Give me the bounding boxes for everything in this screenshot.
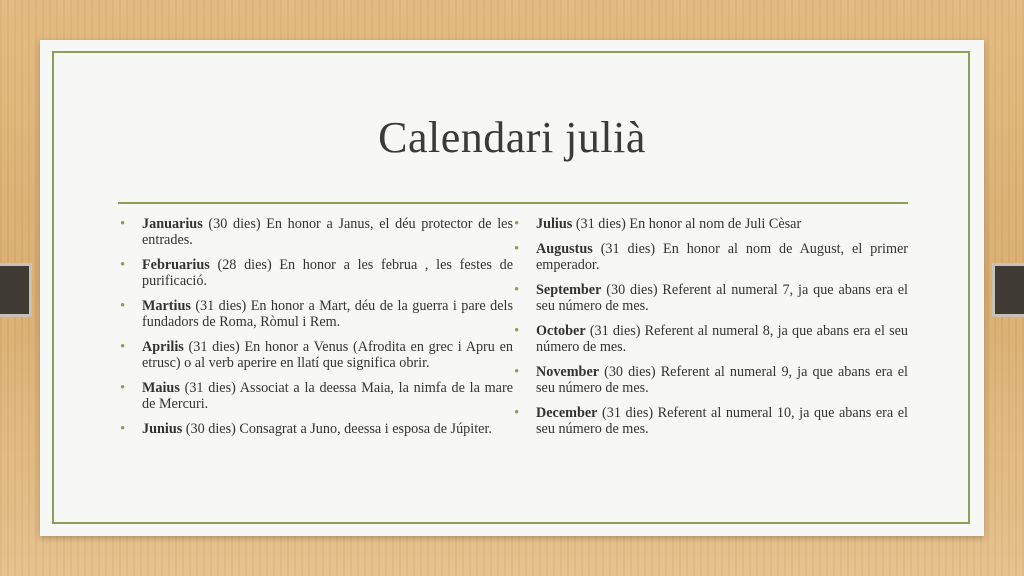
month-description: (30 dies) Referent al numeral 7, ja que abans era el seu número de mes. <box>536 282 908 314</box>
month-description: (31 dies) Referent al numeral 8, ja que abans era el seu número de mes. <box>536 323 908 355</box>
month-description: (31 dies) Referent al numeral 10, ja que abans era el seu número de mes. <box>536 405 908 437</box>
list-item <box>118 380 513 412</box>
bullet-icon: • <box>120 421 126 437</box>
month-name: Maius <box>142 380 180 396</box>
bullet-icon: • <box>514 282 520 298</box>
month-description: (31 dies) En honor al nom de August, el primer emperador. <box>536 241 908 273</box>
month-name: November <box>536 364 600 380</box>
month-name: October <box>536 323 586 339</box>
month-description: (31 dies) En honor al nom de Juli Cèsar <box>572 216 802 232</box>
month-description: (30 dies) En honor a Janus, el déu protector de les entrades. <box>142 216 513 248</box>
list-item <box>512 282 908 314</box>
list-item <box>118 216 513 248</box>
month-name: Junius <box>142 421 183 437</box>
month-name: Aprilis <box>142 339 184 355</box>
list-item <box>512 216 908 232</box>
month-description: (30 dies) Referent al numeral 9, ja que abans era el seu número de mes. <box>536 364 908 396</box>
bullet-icon: • <box>120 380 126 396</box>
bullet-icon: • <box>514 241 520 257</box>
month-description: (30 dies) Consagrat a Juno, deessa i esposa de Júpiter. <box>182 421 492 437</box>
bullet-icon: • <box>120 257 126 273</box>
bullet-icon: • <box>514 405 520 421</box>
month-name: Julius <box>536 216 573 232</box>
right-column <box>512 216 908 446</box>
month-name: Februarius <box>142 257 210 273</box>
bullet-icon: • <box>120 339 126 355</box>
bullet-icon: • <box>120 298 126 314</box>
list-item <box>118 339 513 371</box>
list-item <box>512 241 908 273</box>
title-divider <box>118 202 908 204</box>
month-name: December <box>536 405 598 421</box>
slide-paper <box>40 40 984 536</box>
list-item <box>118 257 513 289</box>
month-name: Januarius <box>142 216 203 232</box>
month-description: (31 dies) En honor a Venus (Afrodita en grec i Apru en etrusc) o al verb aperire en llatí que significa obrir. <box>142 339 513 371</box>
list-item <box>118 421 513 437</box>
bullet-icon: • <box>514 364 520 380</box>
list-item <box>512 405 908 437</box>
month-description: (31 dies) Associat a la deessa Maia, la nimfa de la mare de Mercuri. <box>142 380 513 412</box>
list-item <box>512 364 908 396</box>
binder-tab-left <box>0 263 32 317</box>
month-name: Augustus <box>536 241 593 257</box>
left-column <box>118 216 513 446</box>
month-description: (28 dies) En honor a les februa , les festes de purificació. <box>142 257 513 289</box>
bullet-icon: • <box>514 323 520 339</box>
binder-tab-right <box>992 263 1024 317</box>
bullet-icon: • <box>514 216 520 232</box>
bullet-icon: • <box>120 216 126 232</box>
list-item <box>118 298 513 330</box>
slide-title: Calendari julià <box>378 113 646 162</box>
month-name: Martius <box>142 298 191 314</box>
list-item <box>512 323 908 355</box>
month-name: September <box>536 282 602 298</box>
month-description: (31 dies) En honor a Mart, déu de la guerra i pare dels fundadors de Roma, Ròmul i Rem. <box>142 298 513 330</box>
